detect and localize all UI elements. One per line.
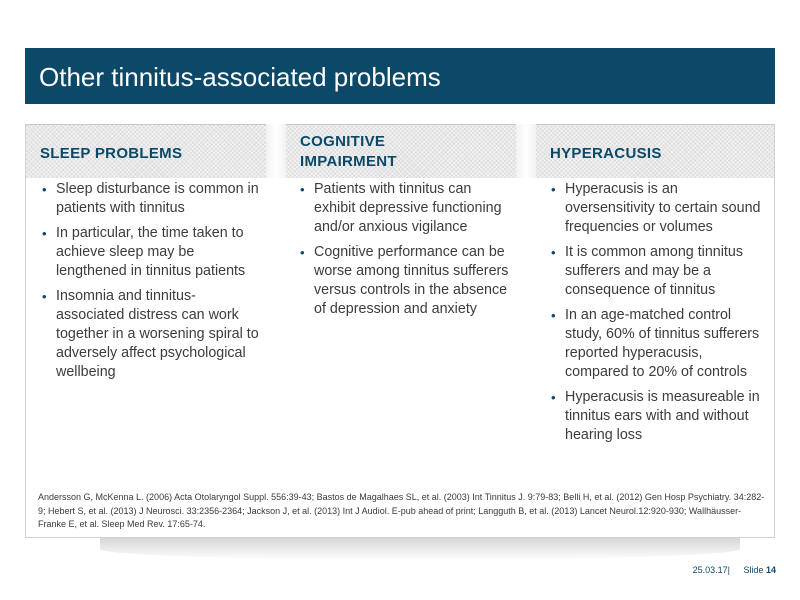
column-separator [516,124,536,178]
bullet-icon: • [551,182,556,197]
column-header-sleep [26,124,266,178]
bullet-text: In an age-matched control study, 60% of tinnitus sufferers reported hyperacusis, compared to 20% of controls [565,307,760,380]
slide-label: Slide [743,565,764,575]
column-header-sleep-label: SLEEP PROBLEMS [40,145,183,162]
column-header-hyperacusis-label: HYPERACUSIS [550,145,662,162]
bullet-icon: • [42,226,47,241]
column-header-cognitive-label-line1: COGNITIVE [300,133,386,150]
slide-number: 14 [765,565,776,575]
bullet-text: Cognitive performance can be worse among tinnitus sufferers versus controls in the absence of depression and anxiety [314,244,509,317]
list-item [549,243,769,300]
list-item [549,388,769,445]
column-header-hyperacusis [536,124,774,178]
bullet-text: Hyperacusis is measureable in tinnitus ears with and without hearing loss [565,389,760,443]
bullet-icon: • [42,289,47,304]
panel-shadow [100,538,740,560]
bullet-icon: • [551,308,556,323]
column-header-cognitive [286,124,516,178]
list-item [40,224,262,281]
slide-title: Other tinnitus-associated problems [39,62,441,92]
column-header-cognitive-label-line2: IMPAIRMENT [300,153,397,170]
bullet-list [549,180,769,445]
bullet-icon: • [300,245,305,260]
list-item [298,180,510,237]
list-item [549,180,769,237]
column-body-hyperacusis [549,180,769,451]
title-bar [25,48,775,104]
bullet-text: In particular, the time taken to achieve sleep may be lengthened in tinnitus patients [56,225,246,279]
bullet-text: Sleep disturbance is common in patients with tinnitus [56,181,259,216]
bullet-text: It is common among tinnitus sufferers and may be a consequence of tinnitus [565,244,743,298]
column-separator [266,124,286,178]
references-footnote: Andersson G, McKenna L. (2006) Acta Otolaryngol Suppl. 556:39-43; Bastos de Magalhaes SL, et al. (2003) Int Tinnitus J. 9:79-83; Belli H, et al. (2012) Gen Hosp Psychiatry. 34:282-9; Hebert S, et al. (2013) J Neurosci. 33:2356-2364; Jackson J, et al. (2013) Int J Audiol. E-pub ahead of print; Langguth B, et al. (2013) Lancet Neurol.12:920-930; Wallhäusser-Franke E, et al. Sleep Med Rev. 17:65-74. [38,492,765,529]
bullet-icon: • [551,245,556,260]
bullet-text: Patients with tinnitus can exhibit depressive functioning and/or anxious vigilance [314,181,502,235]
bullet-text: Hyperacusis is an oversensitivity to certain sound frequencies or volumes [565,181,761,235]
footer-date: 25.03.17| [692,565,730,575]
column-body-sleep [40,180,262,388]
bullet-list [298,180,510,319]
list-item [549,306,769,382]
list-item [298,243,510,319]
list-item [40,180,262,218]
list-item [40,287,262,382]
bullet-icon: • [551,390,556,405]
bullet-icon: • [300,182,305,197]
bullet-list [40,180,262,382]
column-body-cognitive [298,180,510,325]
bullet-text: Insomnia and tinnitus-associated distress can work together in a worsening spiral to adversely affect psychological wellbeing [56,288,259,380]
bullet-icon: • [42,182,47,197]
footer-slide-number [743,565,776,575]
